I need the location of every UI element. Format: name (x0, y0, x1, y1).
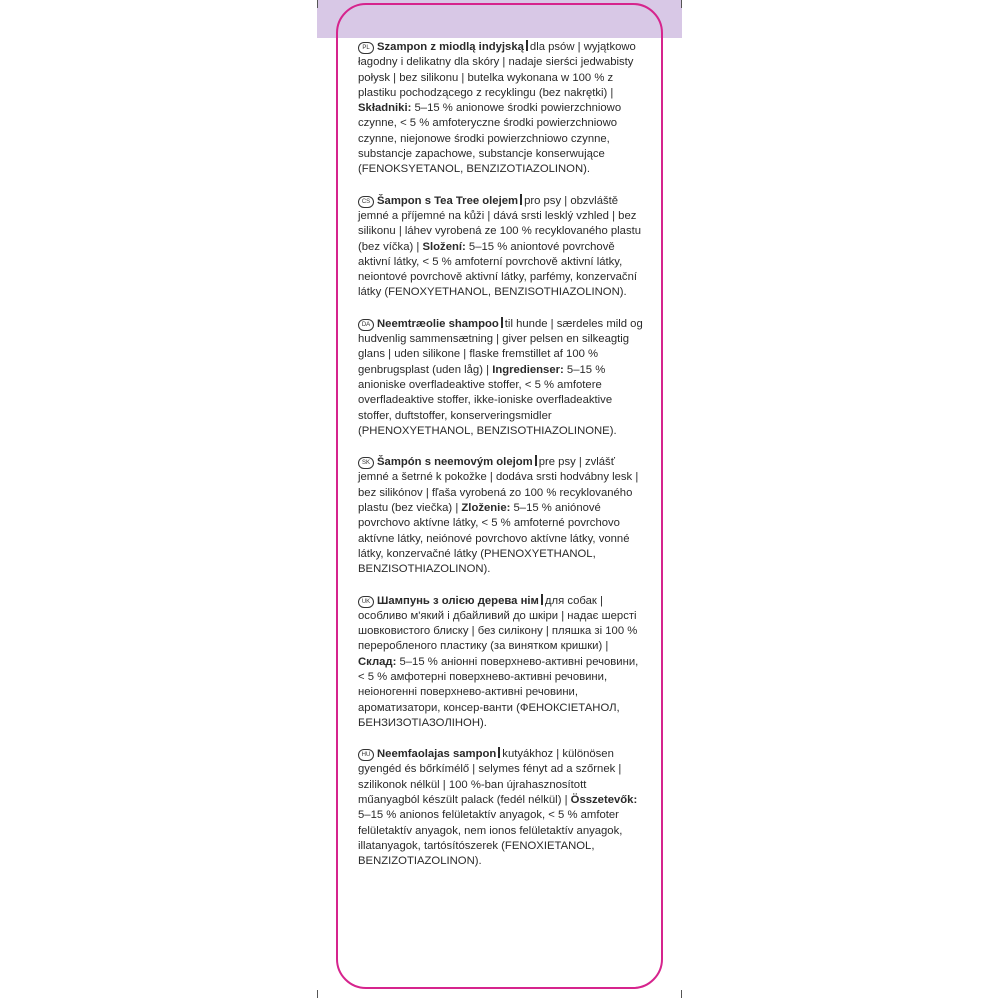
label-text-column (358, 40, 643, 886)
product-title: Szampon z miodlą indyjską (377, 41, 524, 53)
crop-mark (317, 990, 318, 998)
separator (535, 455, 537, 466)
section-cs (358, 194, 643, 301)
language-badge: HU (358, 749, 374, 761)
product-description: kutyákhoz | különösen gyengéd és bőrkímélő | selymes fényt ad a szőrnek | szilikonok nélkül | 100 %-ban újrahasznosított műanyagból készült palack (fedél nélkül) | (358, 748, 622, 807)
ingredients-text: 5–15 % aniontové povrchově aktivní látky, < 5 % amfoterní povrchově aktivní látky, neiontové povrchově aktivní látky, parfémy, konzervační látky (FENOXYETHANOL, BENZISOTHIAZOLINON). (358, 240, 638, 299)
separator (541, 594, 543, 605)
product-title: Šampon s Tea Tree olejem (377, 194, 519, 207)
ingredients-text: 5–15 % anionowe środki powierzchniowo czynne, < 5 % amfoteryczne środki powierzchniowo czynne, niejonowe środki powierzchniowo czynne, substancje zapachowe, substancje konserwujące (FENOKSYETANOL, BENZIZOTIAZOLINON). (358, 102, 622, 176)
separator (526, 40, 528, 51)
product-description: til hunde | særdeles mild og hudvenlig sammensætning | giver pelsen en silkeagtig glans | uden silikone | flaske fremstillet af 100 % genbrugsplast (uden låg) | (358, 317, 643, 376)
language-badge: CS (358, 196, 374, 208)
ingredients-label: Összetevők: (570, 794, 638, 807)
ingredients-label: Zloženie: (461, 502, 511, 515)
ingredients-label: Склад: (358, 655, 397, 668)
ingredients-label: Składniki: (358, 102, 412, 115)
ingredients-text: 5–15 % aniónové povrchovo aktívne látky, < 5 % amfoterné povrchovo aktívne látky, neiónové povrchovo aktívne látky, vonné látky, konzervačné látky (PHENOXYETHANOL, BENZISOTHIAZOLINON). (358, 502, 630, 576)
product-description: для собак | особливо м'який і дбайливий до шкіри | надає шерсті шовковистого блиску | без силікону | пляшка зі 100 % переробленого пластику (за винятком кришки) | (358, 594, 638, 653)
product-description: pro psy | obzvláště jemné a příjemné na kůži | dává srsti lesklý vzhled | bez silikonu | láhev vyrobená ze 100 % recyklovaného plastu (bez víčka) | (358, 194, 642, 253)
ingredients-text: 5–15 % anionos felületaktív anyagok, < 5 % amfoter felületaktív anyagok, nem ionos felületaktív anyagok, illatanyagok, tartósítószerek (FENOXIETANOL, BENZIZOTIAZOLINON). (358, 809, 623, 868)
ingredients-label: Ingredienser: (492, 363, 564, 376)
separator (520, 194, 522, 205)
section-hu (358, 747, 643, 869)
ingredients-text: 5–15 % аніонні поверхнево-активні речовини, < 5 % амфотерні поверхнево-активні речовини, неіоногенні поверхнево-активні речовини, ароматизатори, консер-ванти (ФЕНОКСІЕТАНОЛ, БЕНЗИЗОТІАЗОЛІНОН). (358, 655, 639, 729)
product-title: Šampón s neemovým olejom (377, 456, 533, 469)
section-uk (358, 594, 643, 732)
product-title: Neemfaolajas sampon (377, 748, 497, 761)
product-description: pre psy | zvlášť jemné a šetrné k pokožke | dodáva srsti hodvábny lesk | bez silikónov | fľaša vyrobená zo 100 % recyklovaného plastu (bez viečka) | (358, 456, 639, 515)
language-badge: DA (358, 319, 374, 331)
crop-mark (681, 0, 682, 8)
product-title: Neemtræolie shampoo (377, 317, 499, 330)
crop-mark (681, 990, 682, 998)
crop-mark (317, 0, 318, 8)
language-badge: PL (358, 42, 374, 54)
section-pl (358, 40, 643, 178)
language-badge: SK (358, 457, 374, 469)
language-badge: UK (358, 596, 374, 608)
product-title: Шампунь з олією дерева нім (377, 594, 539, 607)
section-da (358, 317, 643, 439)
section-sk (358, 455, 643, 577)
ingredients-text: 5–15 % anioniske overfladeaktive stoffer, < 5 % amfotere overfladeaktive stoffer, ikke-ioniske overfladeaktive stoffer, duftstoffer, konserveringsmidler (PHENOXYETHANOL, BENZISOTHIAZOLINONE). (358, 363, 617, 437)
ingredients-label: Složení: (422, 240, 466, 253)
separator (501, 317, 503, 328)
product-description: dla psów | wyjątkowo łagodny i delikatny dla skóry | nadaje sierści jedwabisty połysk | bez silikonu | butelka wykonana w 100 % z plastiku pochodzącego z recyklingu (bez nakrętki) | (358, 41, 636, 99)
separator (498, 747, 500, 758)
